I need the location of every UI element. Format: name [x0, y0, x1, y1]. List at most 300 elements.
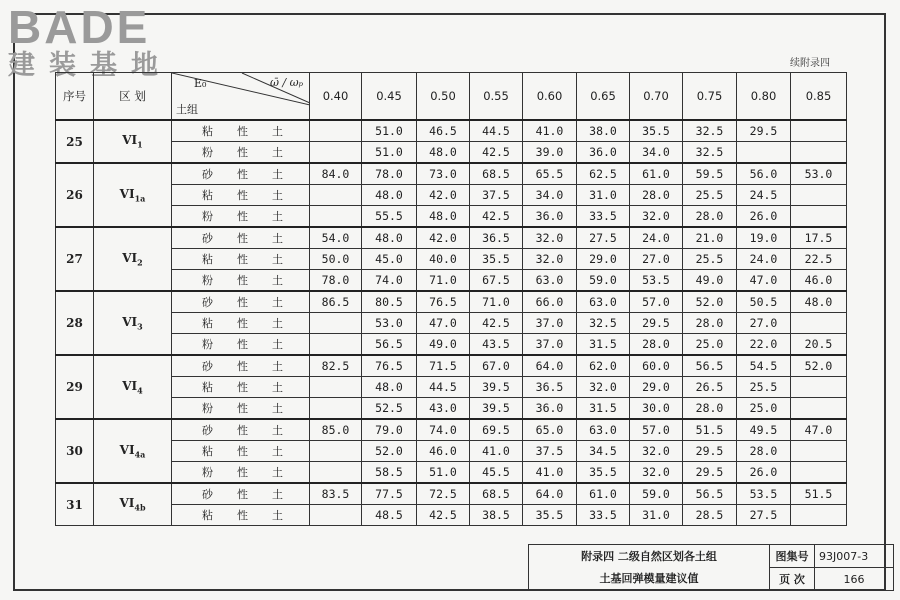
value-cell: 25.5: [683, 185, 737, 206]
soil-char: 粉: [202, 466, 213, 479]
table-row: [56, 185, 847, 206]
soil-type: [172, 377, 310, 398]
region-main: VI: [122, 378, 138, 393]
value-cell: 32.0: [577, 377, 630, 398]
soil-type: [172, 505, 310, 526]
logo-word: BADE: [8, 1, 151, 53]
soil-char: 性: [237, 424, 248, 437]
soil-char: 砂: [202, 296, 213, 309]
region-main: VI: [122, 314, 138, 329]
region-subscript: 4: [137, 385, 143, 396]
value-cell: 35.5: [523, 505, 577, 526]
value-cell: 54.5: [737, 355, 791, 377]
value-cell: 31.5: [577, 398, 630, 420]
region-code: [94, 120, 172, 163]
row-number: 26: [56, 163, 94, 227]
soil-type: [172, 398, 310, 420]
value-cell: 24.0: [737, 249, 791, 270]
value-cell: 56.5: [683, 355, 737, 377]
value-cell: 35.5: [470, 249, 523, 270]
value-cell: 51.5: [683, 419, 737, 441]
table-row: [56, 355, 847, 377]
value-cell: 51.0: [362, 120, 417, 142]
header-col-2: 0.50: [417, 73, 470, 121]
value-cell: [791, 398, 847, 420]
value-cell: [791, 120, 847, 142]
soil-char: 粘: [202, 125, 213, 138]
value-cell: [310, 334, 362, 356]
value-cell: 74.0: [362, 270, 417, 292]
soil-type: [172, 313, 310, 334]
value-cell: 41.0: [523, 462, 577, 484]
value-cell: 17.5: [791, 227, 847, 249]
value-cell: 63.0: [577, 291, 630, 313]
value-cell: 25.5: [737, 377, 791, 398]
value-cell: 36.5: [470, 227, 523, 249]
value-cell: 37.0: [523, 334, 577, 356]
table-row: [56, 206, 847, 228]
value-cell: 25.5: [683, 249, 737, 270]
soil-char: 性: [237, 317, 248, 330]
soil-char: 粘: [202, 445, 213, 458]
value-cell: 48.0: [362, 377, 417, 398]
soil-char: 土: [272, 210, 283, 223]
value-cell: 50.0: [310, 249, 362, 270]
value-cell: 49.0: [417, 334, 470, 356]
value-cell: 29.5: [737, 120, 791, 142]
value-cell: 46.0: [417, 441, 470, 462]
soil-type: [172, 441, 310, 462]
header-diagonal-cell: [172, 73, 310, 121]
value-cell: 50.5: [737, 291, 791, 313]
soil-char: 粉: [202, 210, 213, 223]
region-main: VI: [119, 496, 135, 511]
value-cell: 40.0: [417, 249, 470, 270]
value-cell: 48.0: [791, 291, 847, 313]
atlas-number: 93J007-3: [815, 545, 894, 568]
value-cell: 52.5: [362, 398, 417, 420]
soil-char: 砂: [202, 168, 213, 181]
soil-char: 土: [272, 168, 283, 181]
value-cell: 31.5: [577, 334, 630, 356]
value-cell: 30.0: [630, 398, 683, 420]
value-cell: 80.5: [362, 291, 417, 313]
soil-char: 粘: [202, 317, 213, 330]
value-cell: 71.0: [470, 291, 523, 313]
page-label: 页 次: [770, 568, 815, 591]
value-cell: [791, 185, 847, 206]
soil-type: [172, 249, 310, 270]
value-cell: 74.0: [417, 419, 470, 441]
value-cell: 34.5: [577, 441, 630, 462]
value-cell: 83.5: [310, 483, 362, 505]
table-row: [56, 398, 847, 420]
value-cell: [310, 185, 362, 206]
row-number: 30: [56, 419, 94, 483]
soil-char: 土: [272, 189, 283, 202]
value-cell: 26.0: [737, 206, 791, 228]
value-cell: [791, 313, 847, 334]
value-cell: 25.0: [737, 398, 791, 420]
value-cell: 32.0: [523, 227, 577, 249]
soil-char: 砂: [202, 360, 213, 373]
header-seq: 序号: [56, 73, 94, 121]
soil-char: 土: [272, 402, 283, 415]
soil-char: 性: [237, 466, 248, 479]
soil-type: [172, 334, 310, 356]
table-row: [56, 441, 847, 462]
value-cell: 32.5: [683, 120, 737, 142]
soil-type: [172, 483, 310, 505]
value-cell: 31.0: [630, 505, 683, 526]
value-cell: 56.5: [362, 334, 417, 356]
value-cell: 41.0: [523, 120, 577, 142]
soil-type: [172, 419, 310, 441]
value-cell: 28.5: [683, 505, 737, 526]
value-cell: 48.0: [417, 206, 470, 228]
header-row: [56, 73, 847, 121]
soil-char: 粉: [202, 274, 213, 287]
soil-char: 性: [237, 360, 248, 373]
value-cell: 36.0: [523, 398, 577, 420]
value-cell: 68.5: [470, 483, 523, 505]
value-cell: 35.5: [577, 462, 630, 484]
header-col-3: 0.55: [470, 73, 523, 121]
value-cell: 29.0: [630, 377, 683, 398]
region-code: [94, 355, 172, 419]
value-cell: [310, 142, 362, 164]
value-cell: 37.0: [523, 313, 577, 334]
value-cell: 47.0: [737, 270, 791, 292]
soil-type: [172, 355, 310, 377]
value-cell: 28.0: [683, 398, 737, 420]
value-cell: [310, 398, 362, 420]
value-cell: 36.0: [577, 142, 630, 164]
value-cell: 68.5: [470, 163, 523, 185]
soil-char: 砂: [202, 424, 213, 437]
value-cell: 53.5: [630, 270, 683, 292]
soil-char: 土: [272, 424, 283, 437]
value-cell: 46.5: [417, 120, 470, 142]
soil-type: [172, 142, 310, 164]
table-row: [56, 419, 847, 441]
value-cell: 65.0: [523, 419, 577, 441]
soil-char: 性: [237, 445, 248, 458]
table-row: [56, 249, 847, 270]
value-cell: 24.5: [737, 185, 791, 206]
soil-char: 性: [237, 488, 248, 501]
value-cell: 76.5: [417, 291, 470, 313]
soil-char: 土: [272, 466, 283, 479]
table-row: [56, 334, 847, 356]
value-cell: 32.5: [683, 142, 737, 164]
soil-type: [172, 163, 310, 185]
value-cell: [791, 377, 847, 398]
region-main: VI: [119, 442, 135, 457]
value-cell: 63.0: [523, 270, 577, 292]
soil-char: 土: [272, 253, 283, 266]
region-main: VI: [122, 133, 138, 148]
value-cell: 59.5: [683, 163, 737, 185]
value-cell: 42.5: [417, 505, 470, 526]
header-eo: E₀: [194, 77, 207, 90]
header-col-8: 0.80: [737, 73, 791, 121]
soil-char: 性: [237, 168, 248, 181]
value-cell: 32.0: [630, 441, 683, 462]
value-cell: 78.0: [362, 163, 417, 185]
header-col-7: 0.75: [683, 73, 737, 121]
value-cell: 53.5: [737, 483, 791, 505]
soil-type: [172, 462, 310, 484]
region-code: [94, 419, 172, 483]
soil-char: 性: [237, 232, 248, 245]
bade-logo: [8, 1, 172, 81]
value-cell: 39.5: [470, 398, 523, 420]
value-cell: 82.5: [310, 355, 362, 377]
soil-type: [172, 120, 310, 142]
value-cell: 34.0: [523, 185, 577, 206]
value-cell: 79.0: [362, 419, 417, 441]
soil-char: 土: [272, 338, 283, 351]
value-cell: 22.0: [737, 334, 791, 356]
value-cell: 31.0: [577, 185, 630, 206]
value-cell: 85.0: [310, 419, 362, 441]
value-cell: 32.0: [630, 206, 683, 228]
value-cell: [791, 441, 847, 462]
value-cell: 37.5: [470, 185, 523, 206]
value-cell: 28.0: [683, 206, 737, 228]
value-cell: 27.5: [737, 505, 791, 526]
value-cell: 27.5: [577, 227, 630, 249]
value-cell: 34.0: [630, 142, 683, 164]
soil-char: 土: [272, 360, 283, 373]
soil-char: 粘: [202, 253, 213, 266]
value-cell: 36.5: [523, 377, 577, 398]
value-cell: 29.0: [577, 249, 630, 270]
value-cell: [310, 441, 362, 462]
value-cell: 59.0: [630, 483, 683, 505]
value-cell: 51.5: [791, 483, 847, 505]
value-cell: 41.0: [470, 441, 523, 462]
value-cell: 63.0: [577, 419, 630, 441]
value-cell: 54.0: [310, 227, 362, 249]
header-col-1: 0.45: [362, 73, 417, 121]
value-cell: 29.5: [630, 313, 683, 334]
value-cell: [310, 505, 362, 526]
table-row: [56, 227, 847, 249]
atlas-label: 图集号: [770, 545, 815, 568]
title-line-1: 附录四 二级自然区划各土组: [581, 549, 717, 563]
value-cell: 44.5: [417, 377, 470, 398]
soil-char: 土: [272, 296, 283, 309]
value-cell: 42.5: [470, 142, 523, 164]
value-cell: 56.0: [737, 163, 791, 185]
value-cell: 71.0: [417, 270, 470, 292]
value-cell: 62.0: [577, 355, 630, 377]
header-soil-group: 土组: [176, 103, 198, 116]
soil-char: 性: [237, 381, 248, 394]
header-ratio: ω̄ / ωₚ: [269, 76, 303, 89]
row-number: 25: [56, 120, 94, 163]
value-cell: 29.5: [683, 462, 737, 484]
value-cell: 32.0: [630, 462, 683, 484]
value-cell: 27.0: [630, 249, 683, 270]
soil-char: 粘: [202, 509, 213, 522]
value-cell: 29.5: [683, 441, 737, 462]
value-cell: 47.0: [791, 419, 847, 441]
value-cell: 84.0: [310, 163, 362, 185]
soil-char: 土: [272, 125, 283, 138]
value-cell: 48.0: [362, 227, 417, 249]
value-cell: 19.0: [737, 227, 791, 249]
soil-char: 性: [237, 253, 248, 266]
table-row: [56, 142, 847, 164]
soil-char: 砂: [202, 232, 213, 245]
soil-type: [172, 206, 310, 228]
header-col-9: 0.85: [791, 73, 847, 121]
soil-char: 土: [272, 445, 283, 458]
value-cell: 33.5: [577, 505, 630, 526]
value-cell: [791, 462, 847, 484]
row-number: 31: [56, 483, 94, 526]
soil-char: 土: [272, 146, 283, 159]
region-subscript: 4b: [134, 502, 146, 513]
value-cell: 64.0: [523, 355, 577, 377]
value-cell: 61.0: [577, 483, 630, 505]
value-cell: 78.0: [310, 270, 362, 292]
header-col-4: 0.60: [523, 73, 577, 121]
value-cell: 39.0: [523, 142, 577, 164]
title-block-title: [529, 545, 770, 591]
value-cell: 77.5: [362, 483, 417, 505]
table-row: [56, 291, 847, 313]
value-cell: 45.0: [362, 249, 417, 270]
value-cell: 28.0: [630, 185, 683, 206]
header-col-0: 0.40: [310, 73, 362, 121]
value-cell: 58.5: [362, 462, 417, 484]
value-cell: 71.5: [417, 355, 470, 377]
value-cell: [310, 206, 362, 228]
value-cell: [737, 142, 791, 164]
value-cell: 67.0: [470, 355, 523, 377]
value-cell: 21.0: [683, 227, 737, 249]
value-cell: 26.5: [683, 377, 737, 398]
value-cell: 53.0: [362, 313, 417, 334]
soil-type: [172, 185, 310, 206]
value-cell: 86.5: [310, 291, 362, 313]
value-cell: 43.0: [417, 398, 470, 420]
value-cell: 52.0: [791, 355, 847, 377]
page-number: 166: [815, 568, 894, 591]
value-cell: 43.5: [470, 334, 523, 356]
row-number: 28: [56, 291, 94, 355]
value-cell: 53.0: [791, 163, 847, 185]
value-cell: 27.0: [737, 313, 791, 334]
continued-label: 续附录四: [790, 58, 830, 69]
value-cell: 38.0: [577, 120, 630, 142]
value-cell: 66.0: [523, 291, 577, 313]
value-cell: 22.5: [791, 249, 847, 270]
value-cell: 73.0: [417, 163, 470, 185]
value-cell: 49.5: [737, 419, 791, 441]
value-cell: 28.0: [737, 441, 791, 462]
soil-type: [172, 291, 310, 313]
value-cell: 35.5: [630, 120, 683, 142]
region-code: [94, 291, 172, 355]
value-cell: 42.0: [417, 185, 470, 206]
value-cell: [310, 462, 362, 484]
region-main: VI: [122, 250, 138, 265]
value-cell: [310, 120, 362, 142]
value-cell: [310, 313, 362, 334]
value-cell: 62.5: [577, 163, 630, 185]
value-cell: 32.0: [523, 249, 577, 270]
modulus-table: [55, 72, 847, 526]
region-subscript: 1: [137, 139, 143, 150]
region-code: [94, 227, 172, 291]
soil-char: 土: [272, 509, 283, 522]
region-code: [94, 483, 172, 526]
value-cell: 38.5: [470, 505, 523, 526]
value-cell: 51.0: [362, 142, 417, 164]
table-row: [56, 377, 847, 398]
soil-type: [172, 227, 310, 249]
value-cell: 28.0: [683, 313, 737, 334]
soil-char: 性: [237, 338, 248, 351]
value-cell: 39.5: [470, 377, 523, 398]
header-col-5: 0.65: [577, 73, 630, 121]
soil-char: 性: [237, 296, 248, 309]
value-cell: 20.5: [791, 334, 847, 356]
table-row: [56, 483, 847, 505]
header-region: 区 划: [94, 73, 172, 121]
soil-char: 性: [237, 146, 248, 159]
table-row: [56, 163, 847, 185]
soil-char: 粘: [202, 189, 213, 202]
title-line-2: 土基回弹模量建议值: [599, 571, 699, 585]
value-cell: 69.5: [470, 419, 523, 441]
value-cell: 48.0: [417, 142, 470, 164]
soil-char: 土: [272, 274, 283, 287]
soil-char: 粉: [202, 146, 213, 159]
value-cell: 57.0: [630, 419, 683, 441]
region-subscript: 1a: [134, 193, 146, 204]
value-cell: 48.0: [362, 185, 417, 206]
soil-char: 土: [272, 381, 283, 394]
soil-char: 土: [272, 488, 283, 501]
region-main: VI: [119, 186, 135, 201]
value-cell: 37.5: [523, 441, 577, 462]
table-row: [56, 313, 847, 334]
value-cell: 52.0: [362, 441, 417, 462]
value-cell: 67.5: [470, 270, 523, 292]
soil-char: 土: [272, 317, 283, 330]
header-col-6: 0.70: [630, 73, 683, 121]
value-cell: 64.0: [523, 483, 577, 505]
soil-char: 性: [237, 402, 248, 415]
value-cell: 32.5: [577, 313, 630, 334]
value-cell: 52.0: [683, 291, 737, 313]
soil-char: 粉: [202, 402, 213, 415]
soil-char: 性: [237, 125, 248, 138]
table-row: [56, 120, 847, 142]
value-cell: [791, 206, 847, 228]
row-number: 29: [56, 355, 94, 419]
value-cell: [310, 377, 362, 398]
value-cell: 44.5: [470, 120, 523, 142]
soil-char: 性: [237, 509, 248, 522]
region-code: [94, 163, 172, 227]
